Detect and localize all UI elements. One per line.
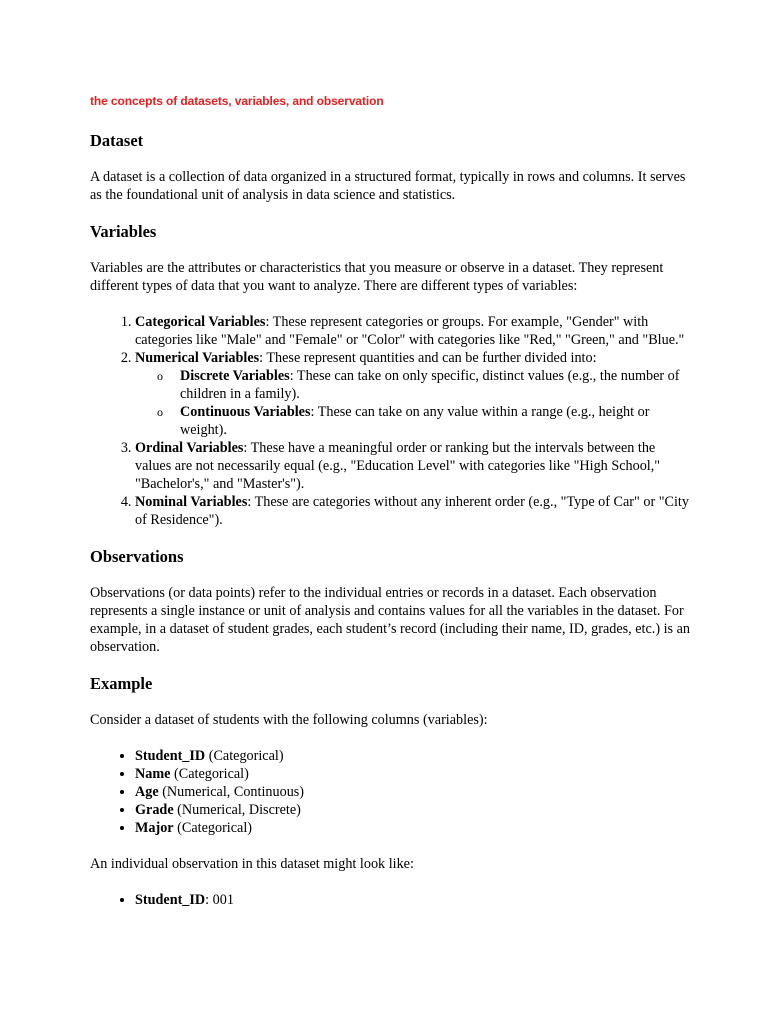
heading-example: Example xyxy=(90,674,153,693)
document-body xyxy=(90,93,690,927)
term: Student_ID xyxy=(135,748,206,764)
term: Major xyxy=(135,820,174,836)
paragraph-observation-intro: An individual observation in this dataset might look like: xyxy=(90,856,414,872)
definition: : These can take on any value within a range (e.g., height or weight). xyxy=(180,404,650,438)
variable-types-list xyxy=(90,313,690,529)
list-item xyxy=(135,765,690,783)
numerical-subtypes-list xyxy=(135,367,690,439)
circle-bullet-icon: o xyxy=(157,369,163,383)
example-columns-list xyxy=(90,747,690,837)
list-item xyxy=(135,747,690,765)
heading-dataset: Dataset xyxy=(90,131,144,150)
list-item-continuous xyxy=(157,403,690,439)
list-item-ordinal xyxy=(135,439,690,493)
document-title: the concepts of datasets, variables, and observation xyxy=(90,94,384,108)
term: Continuous Variables xyxy=(180,404,311,420)
list-item xyxy=(135,783,690,801)
term: Name xyxy=(135,766,171,782)
paragraph-observations: Observations (or data points) refer to the individual entries or records in a dataset. Each observation represents a single instance or unit of analysis and contains values for all the variables in the dataset. For example, in a dataset of student grades, each student’s record (including their name, ID, grades, etc.) is an observation. xyxy=(90,585,690,655)
circle-bullet-icon: o xyxy=(157,405,163,419)
list-item-numerical xyxy=(135,349,690,439)
paragraph-variables-intro: Variables are the attributes or characteristics that you measure or observe in a dataset. They represent different types of data that you want to analyze. There are different types of variables: xyxy=(90,260,664,294)
definition: (Numerical, Discrete) xyxy=(173,802,301,818)
list-item xyxy=(135,801,690,819)
definition: : 001 xyxy=(205,892,234,908)
term: Categorical Variables xyxy=(135,314,266,330)
list-item-discrete xyxy=(157,367,690,403)
list-item xyxy=(135,819,690,837)
term: Ordinal Variables xyxy=(135,440,244,456)
list-item xyxy=(135,891,690,909)
paragraph-dataset: A dataset is a collection of data organized in a structured format, typically in rows and columns. It serves as the foundational unit of analysis in data science and statistics. xyxy=(90,169,686,203)
definition: (Numerical, Continuous) xyxy=(158,784,305,800)
example-observation-list xyxy=(90,891,690,909)
term: Age xyxy=(135,784,159,800)
term: Student_ID xyxy=(135,892,206,908)
definition: (Categorical) xyxy=(173,820,252,836)
definition: : These can take on only specific, distinct values (e.g., the number of children in a family). xyxy=(180,368,680,402)
definition: : These represent categories or groups. For example, "Gender" with categories like "Male" and "Female" or "Color" with categories like "Red," "Green," and "Blue." xyxy=(135,314,685,348)
term: Numerical Variables xyxy=(135,350,260,366)
heading-observations: Observations xyxy=(90,547,184,566)
heading-variables: Variables xyxy=(90,222,157,241)
list-item-categorical xyxy=(135,313,690,349)
definition: : These are categories without any inherent order (e.g., "Type of Car" or "City of Residence"). xyxy=(135,494,689,528)
paragraph-example-intro: Consider a dataset of students with the following columns (variables): xyxy=(90,712,488,728)
term: Grade xyxy=(135,802,174,818)
definition: : These represent quantities and can be further divided into: xyxy=(259,350,597,366)
term: Nominal Variables xyxy=(135,494,248,510)
definition: (Categorical) xyxy=(205,748,284,764)
term: Discrete Variables xyxy=(180,368,290,384)
definition: (Categorical) xyxy=(170,766,249,782)
list-item-nominal xyxy=(135,493,690,529)
definition: : These have a meaningful order or ranking but the intervals between the values are not necessarily equal (e.g., "Education Level" with categories like "High School," "Bachelor's," and "Master's"). xyxy=(135,440,661,492)
